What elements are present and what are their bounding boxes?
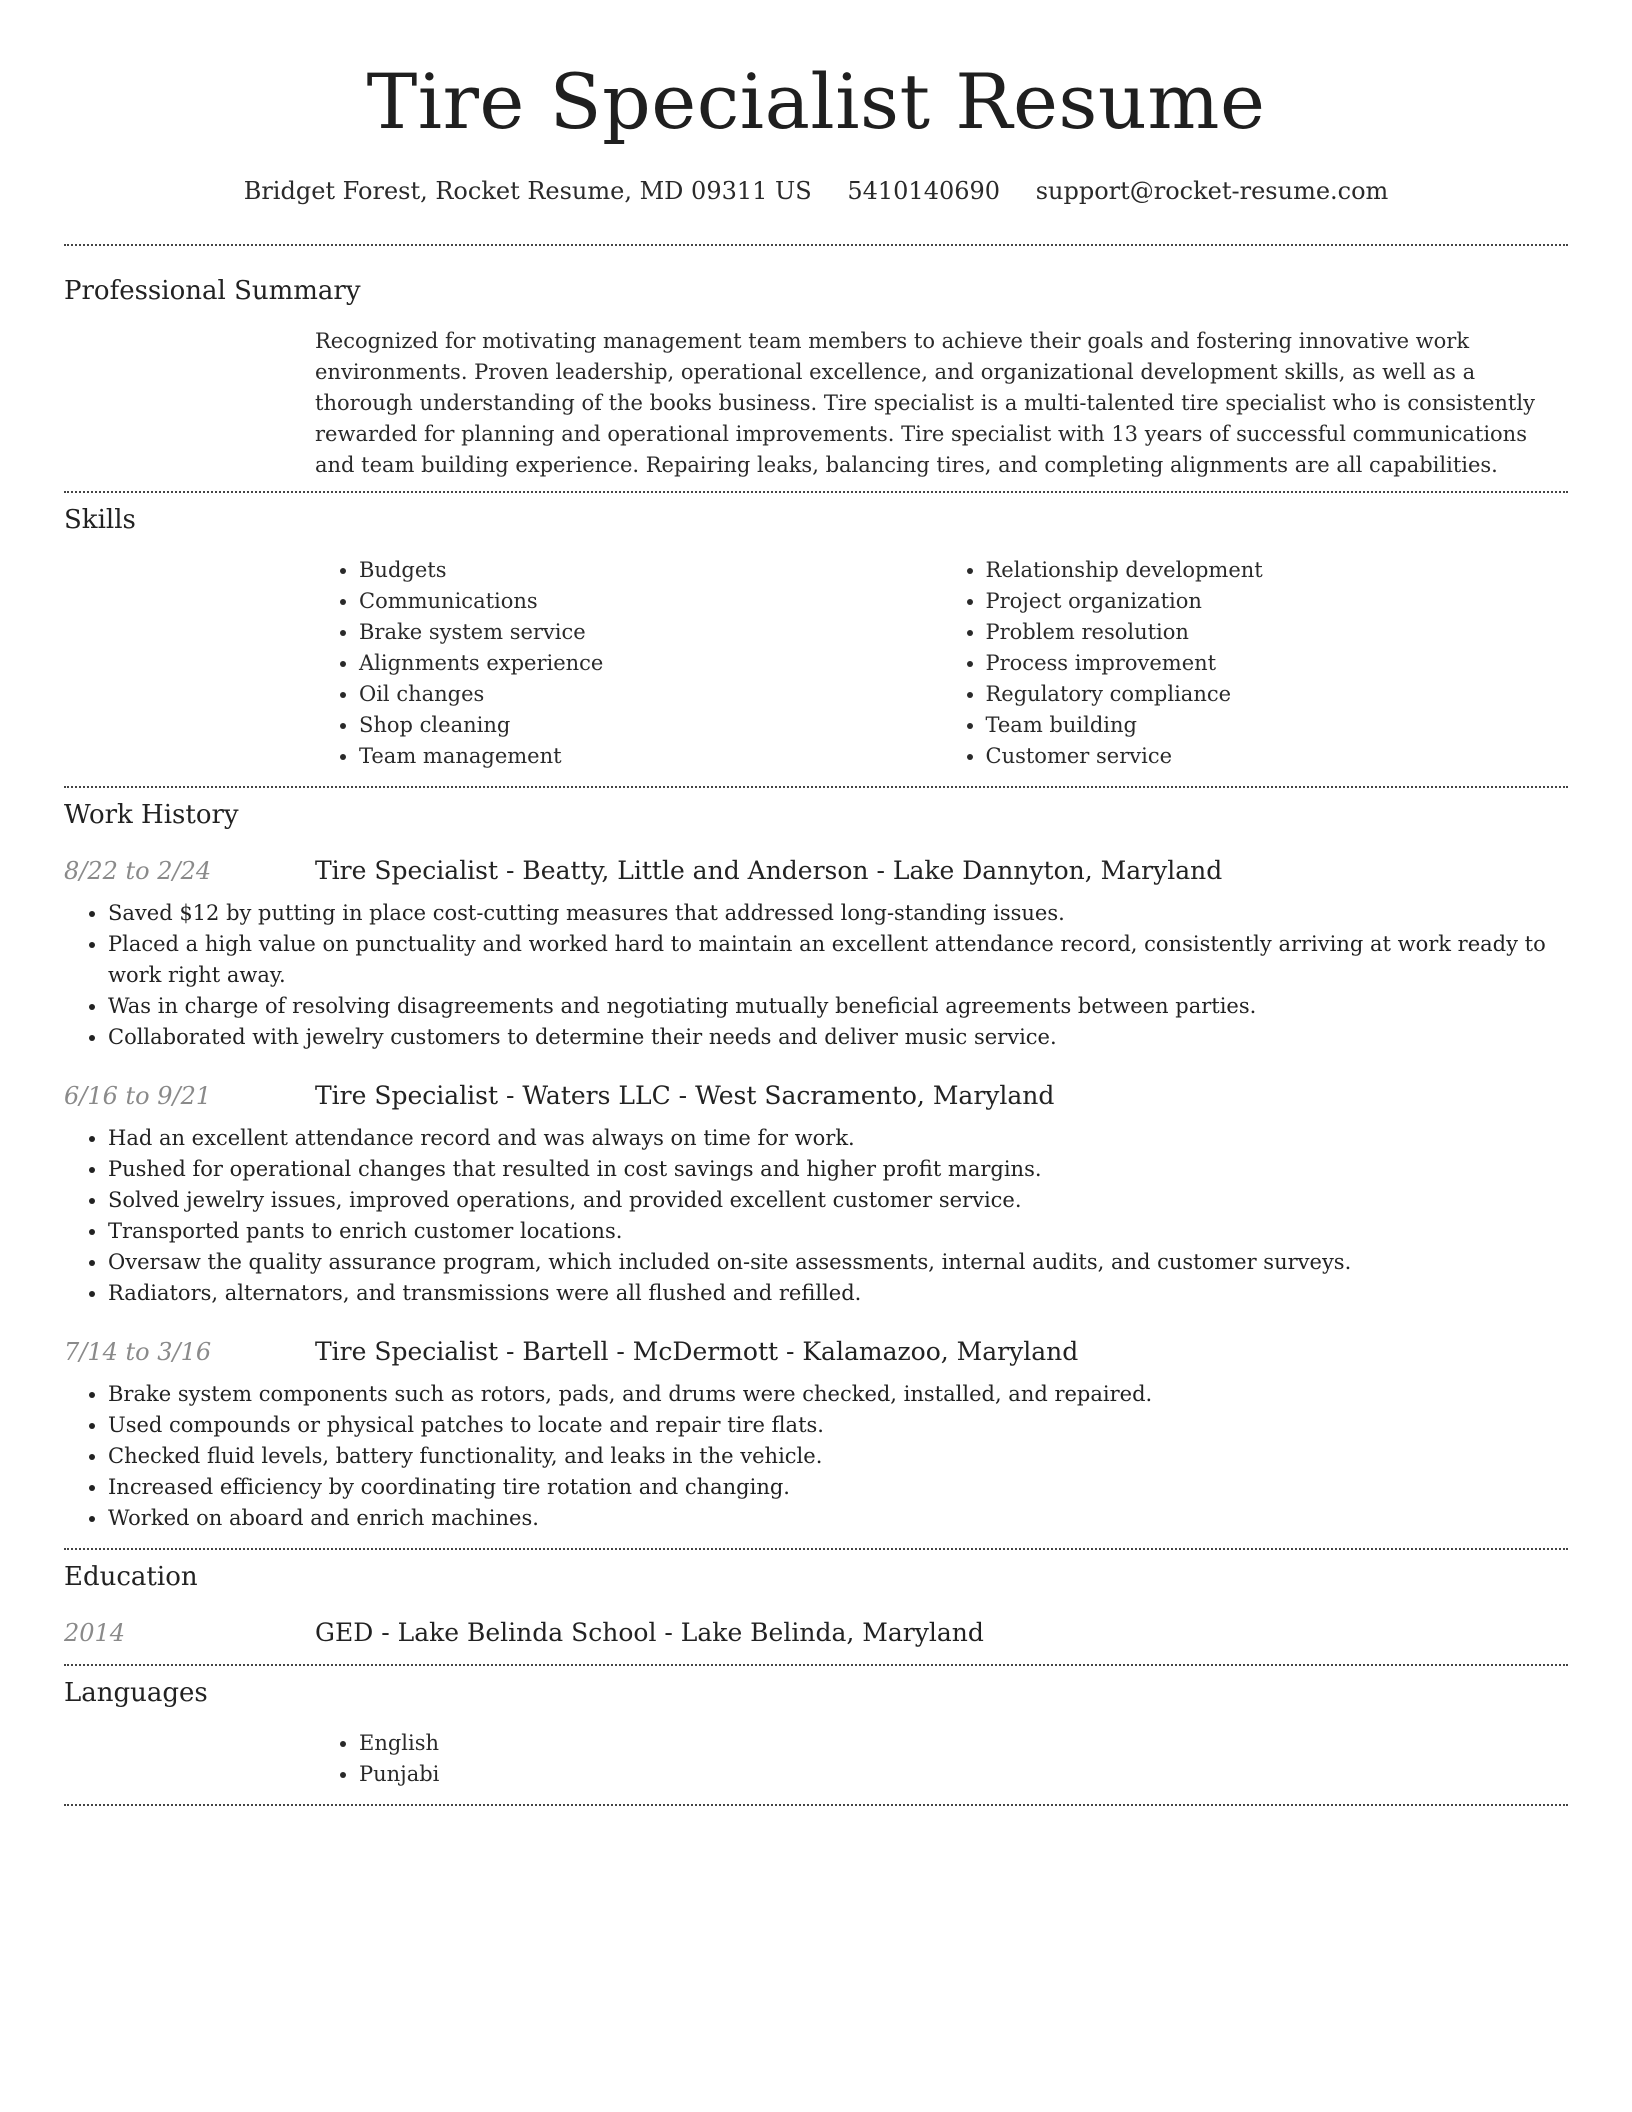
job-bullet: • Transported pants to enrich customer locations.: [108, 1216, 1568, 1247]
contact-email: support@rocket-resume.com: [1035, 177, 1389, 205]
job-title: Tire Specialist - Waters LLC - West Sacramento, Maryland: [315, 1081, 1055, 1110]
job-header: [64, 1079, 1568, 1113]
contact-address: Bridget Forest, Rocket Resume, MD 09311 US: [243, 177, 812, 205]
job-dates: 6/16 to 9/21: [64, 1082, 212, 1110]
work-history-section: [64, 788, 1568, 1534]
languages-content: [315, 1728, 1568, 1790]
skills-section: [64, 493, 1568, 772]
skills-list-left: [315, 555, 942, 772]
languages-list: [315, 1728, 1568, 1790]
skill-item: • Customer service: [986, 741, 1569, 772]
job-header: [64, 1335, 1568, 1369]
job-entry: [64, 1079, 1568, 1309]
skill-item: • Relationship development: [986, 555, 1569, 586]
education-entry: [64, 1616, 1568, 1650]
job-header: [64, 854, 1568, 888]
skill-item: • Team building: [986, 710, 1569, 741]
job-bullets: [64, 898, 1568, 1053]
language-item: • Punjabi: [359, 1759, 1568, 1790]
skills-list-right: [942, 555, 1569, 772]
job-title: Tire Specialist - Bartell - McDermott - Kalamazoo, Maryland: [315, 1337, 1079, 1366]
skill-item: • Shop cleaning: [359, 710, 942, 741]
education-year: 2014: [64, 1619, 126, 1647]
job-bullet: • Used compounds or physical patches to locate and repair tire flats.: [108, 1410, 1568, 1441]
skills-grid: [315, 555, 1568, 772]
skill-item: • Budgets: [359, 555, 942, 586]
job-bullet: • Brake system components such as rotors, pads, and drums were checked, installed, and repaired.: [108, 1379, 1568, 1410]
skills-heading: Skills: [64, 505, 136, 535]
job-entry: [64, 1335, 1568, 1534]
skill-item: • Alignments experience: [359, 648, 942, 679]
job-bullet: • Collaborated with jewelry customers to determine their needs and deliver music service.: [108, 1022, 1568, 1053]
resume-title: Tire Specialist Resume: [366, 57, 1266, 146]
job-bullet: • Oversaw the quality assurance program, which included on-site assessments, internal audits, and customer surveys.: [108, 1247, 1568, 1278]
skill-item: • Project organization: [986, 586, 1569, 617]
contact-line: [64, 174, 1568, 208]
skill-item: • Problem resolution: [986, 617, 1569, 648]
job-bullet: • Worked on aboard and enrich machines.: [108, 1503, 1568, 1534]
work-history-heading: Work History: [64, 800, 239, 830]
skill-item: • Oil changes: [359, 679, 942, 710]
summary-section: [64, 246, 1568, 481]
job-bullet: • Solved jewelry issues, improved operations, and provided excellent customer service.: [108, 1185, 1568, 1216]
job-bullet: • Increased efficiency by coordinating tire rotation and changing.: [108, 1472, 1568, 1503]
summary-content: [315, 326, 1568, 481]
languages-section: [64, 1666, 1568, 1790]
job-bullets: [64, 1123, 1568, 1309]
job-bullets: [64, 1379, 1568, 1534]
job-bullet: • Placed a high value on punctuality and worked hard to maintain an excellent attendance record, consistently arriving at work ready to work right away.: [108, 929, 1568, 991]
job-dates: 7/14 to 3/16: [64, 1338, 212, 1366]
job-bullet: • Radiators, alternators, and transmissions were all flushed and refilled.: [108, 1278, 1568, 1309]
education-title: GED - Lake Belinda School - Lake Belinda, Maryland: [315, 1618, 984, 1647]
job-bullet: • Had an excellent attendance record and was always on time for work.: [108, 1123, 1568, 1154]
education-section: [64, 1550, 1568, 1650]
job-entry: [64, 854, 1568, 1053]
skill-item: • Team management: [359, 741, 942, 772]
job-bullet: • Checked fluid levels, battery functionality, and leaks in the vehicle.: [108, 1441, 1568, 1472]
skill-item: • Communications: [359, 586, 942, 617]
languages-heading: Languages: [64, 1678, 208, 1708]
language-item: • English: [359, 1728, 1568, 1759]
education-heading: Education: [64, 1562, 198, 1592]
job-title: Tire Specialist - Beatty, Little and Anderson - Lake Dannyton, Maryland: [315, 856, 1223, 885]
summary-text: Recognized for motivating management team members to achieve their goals and fostering innovative work environments. Proven leadership, operational excellence, and organizational development skills, as well as a thorough understanding of the books business. Tire specialist is a multi-talented tire specialist who is consistently rewarded for planning and operational improvements. Tire specialist with 13 years of successful communications and team building experience. Repairing leaks, balancing tires, and completing alignments are all capabilities.: [315, 329, 1535, 477]
job-dates: 8/22 to 2/24: [64, 857, 212, 885]
job-bullet: • Was in charge of resolving disagreements and negotiating mutually beneficial agreements between parties.: [108, 991, 1568, 1022]
contact-phone: 5410140690: [847, 177, 1001, 205]
job-bullet: • Pushed for operational changes that resulted in cost savings and higher profit margins.: [108, 1154, 1568, 1185]
skill-item: • Regulatory compliance: [986, 679, 1569, 710]
skill-item: • Brake system service: [359, 617, 942, 648]
job-bullet: • Saved $12 by putting in place cost-cutting measures that addressed long-standing issues.: [108, 898, 1568, 929]
summary-heading: Professional Summary: [64, 276, 361, 306]
section-divider: [64, 1804, 1568, 1806]
skill-item: • Process improvement: [986, 648, 1569, 679]
